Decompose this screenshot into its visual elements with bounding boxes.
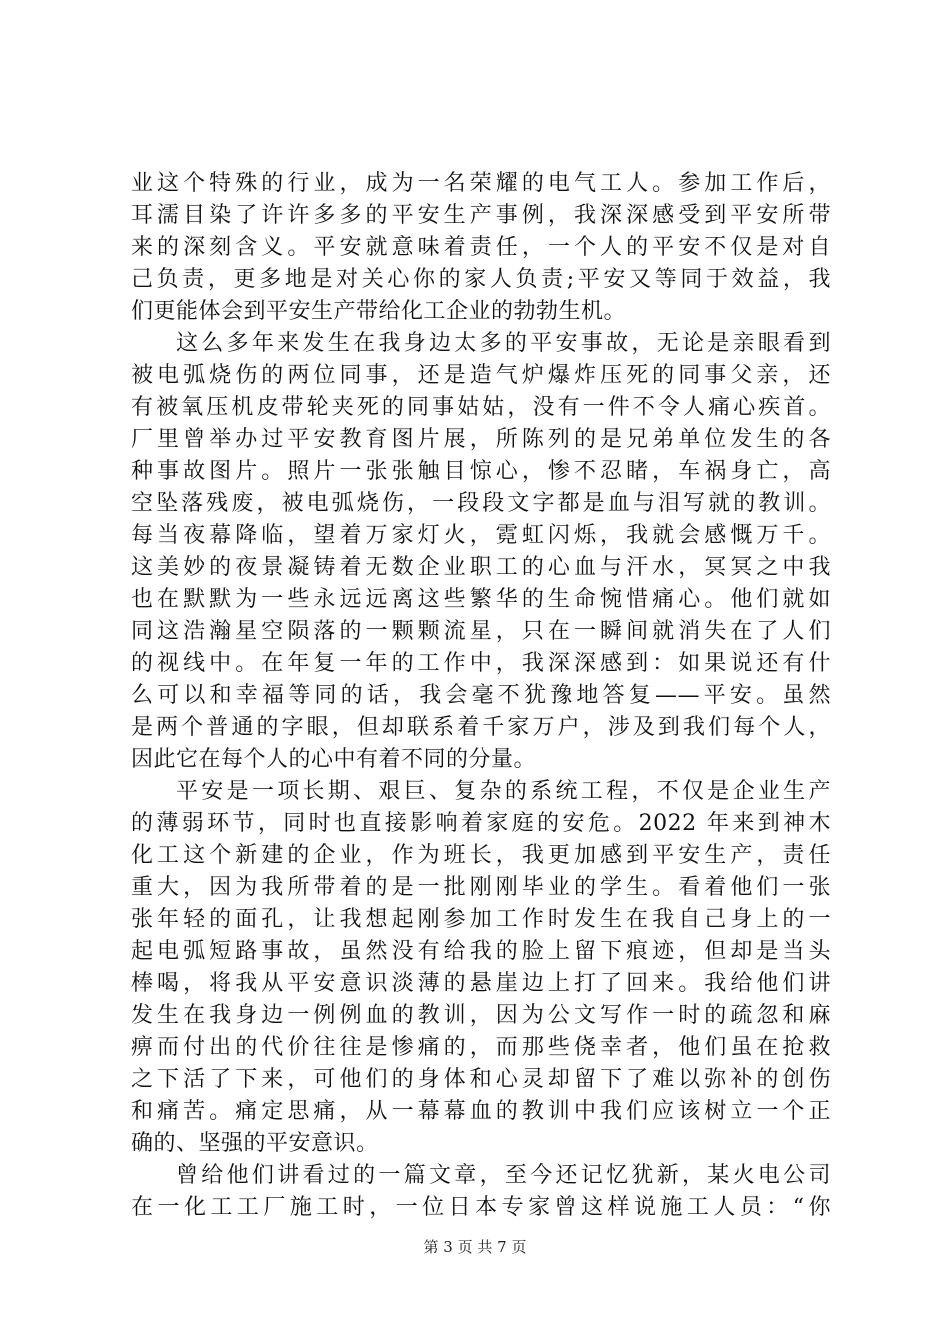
text-line: 发生在我身边一例例血的教训，因为公文写作一时的疏忽和麻 bbox=[131, 1003, 831, 1028]
text-line: 这么多年来发生在我身边太多的平安事故，无论是亲眼看到 bbox=[176, 331, 831, 356]
text-line: 被电弧烧伤的两位同事，还是造气炉爆炸压死的同事父亲，还 bbox=[131, 363, 831, 388]
text-line: 平安是一项长期、艰巨、复杂的系统工程，不仅是企业生产 bbox=[176, 779, 831, 804]
text-line: 重大，因为我所带着的是一批刚刚毕业的学生。看着他们一张 bbox=[131, 875, 831, 900]
text-line: 张年轻的面孔，让我想起刚参加工作时发生在我自己身上的一 bbox=[131, 907, 831, 932]
text-line: 己负责，更多地是对关心你的家人负责;平安又等同于效益，我 bbox=[131, 267, 831, 292]
text-line: 化工这个新建的企业，作为班长，我更加感到平安生产，责任 bbox=[131, 843, 831, 868]
text-line: 业这个特殊的行业，成为一名荣耀的电气工人。参加工作后， bbox=[131, 171, 831, 196]
text-line: 有被氧压机皮带轮夹死的同事姑姑，没有一件不令人痛心疾首。 bbox=[131, 395, 831, 420]
page-number-footer: 第 3 页 共 7 页 bbox=[423, 1238, 527, 1256]
text-line: 这美妙的夜景凝铸着无数企业职工的心血与汗水，冥冥之中我 bbox=[131, 555, 831, 580]
document-body bbox=[131, 168, 831, 1224]
text-line: 因此它在每个人的心中有着不同的分量。 bbox=[131, 747, 537, 772]
text-line: 们更能体会到平安生产带给化工企业的勃勃生机。 bbox=[131, 299, 627, 324]
text-line: 同这浩瀚星空陨落的一颗颗流星，只在一瞬间就消失在了人们 bbox=[131, 619, 831, 644]
text-line: 来的深刻含义。平安就意味着责任，一个人的平安不仅是对自 bbox=[131, 235, 831, 260]
text-line: 厂里曾举办过平安教育图片展，所陈列的是兄弟单位发生的各 bbox=[131, 427, 831, 452]
text-line: 和痛苦。痛定思痛，从一幕幕血的教训中我们应该树立一个正 bbox=[131, 1099, 831, 1124]
text-line: 是两个普通的字眼，但却联系着千家万户，涉及到我们每个人， bbox=[131, 715, 831, 740]
text-line: 耳濡目染了许许多多的平安生产事例，我深深感受到平安所带 bbox=[131, 203, 831, 228]
text-line: 的视线中。在年复一年的工作中，我深深感到：如果说还有什 bbox=[131, 651, 831, 676]
text-line: 空坠落残废，被电弧烧伤，一段段文字都是血与泪写就的教训。 bbox=[131, 491, 831, 516]
text-line: 痹而付出的代价往往是惨痛的，而那些侥幸者，他们虽在抢救 bbox=[131, 1035, 831, 1060]
text-line: 种事故图片。照片一张张触目惊心，惨不忍睹，车祸身亡，高 bbox=[131, 459, 831, 484]
text-line: 之下活了下来，可他们的身体和心灵却留下了难以弥补的创伤 bbox=[131, 1067, 831, 1092]
text-line: 也在默默为一些永远远离这些繁华的生命惋惜痛心。他们就如 bbox=[131, 587, 831, 612]
text-line: 棒喝，将我从平安意识淡薄的悬崖边上打了回来。我给他们讲 bbox=[131, 971, 831, 996]
text-line: 在一化工工厂施工时，一位日本专家曾这样说施工人员：“你 bbox=[131, 1195, 831, 1220]
text-line: 起电弧短路事故，虽然没有给我的脸上留下痕迹，但却是当头 bbox=[131, 939, 831, 964]
text-line: 么可以和幸福等同的话，我会毫不犹豫地答复——平安。虽然 bbox=[131, 683, 831, 708]
text-line: 的薄弱环节，同时也直接影响着家庭的安危。2022 年来到神木 bbox=[131, 811, 831, 836]
text-line: 确的、坚强的平安意识。 bbox=[131, 1131, 379, 1156]
text-line: 每当夜幕降临，望着万家灯火，霓虹闪烁，我就会感慨万千。 bbox=[131, 523, 831, 548]
text-line: 曾给他们讲看过的一篇文章，至今还记忆犹新，某火电公司 bbox=[176, 1163, 831, 1188]
